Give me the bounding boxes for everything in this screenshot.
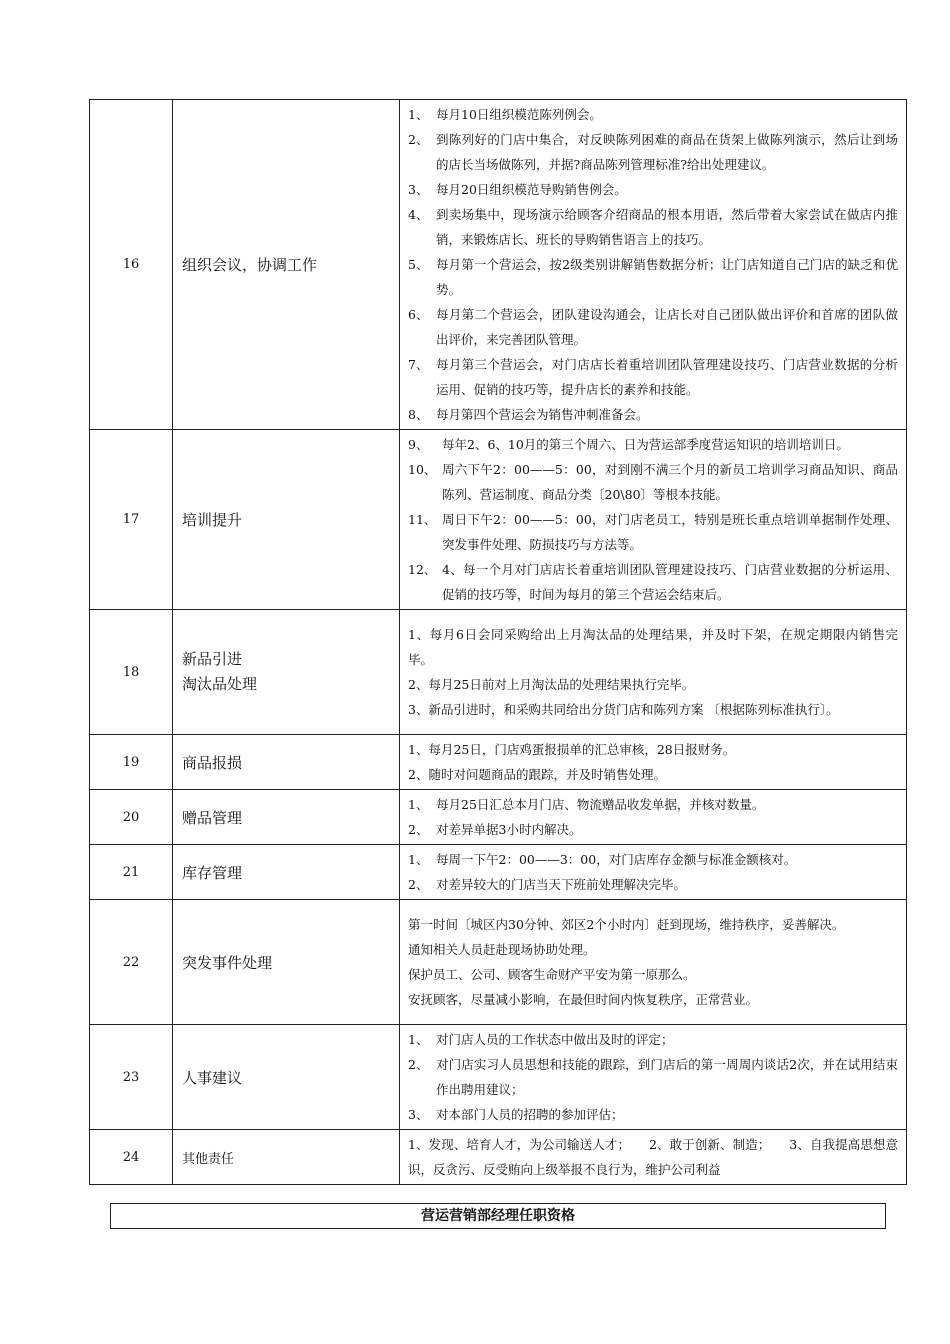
row-content [400,900,907,1025]
row-number: 22 [90,900,173,1025]
paragraph: 保护员工、公司、顾客生命财产平安为第一原那么。 [408,967,696,982]
list-item: 5、 每月第一个营运会，按2级类别讲解销售数据分析；让门店知道自己门店的缺乏和优势。 [408,257,898,297]
list-item: 3、 每月20日组织模范导购销售例会。 [408,182,627,197]
row-title: 赠品管理 [173,790,400,845]
row-content [400,790,907,845]
list-item: 9、 每年2、6、10月的第三个周六、日为营运部季度营运知识的培训培训日。 [408,437,849,452]
paragraph: 1、发现、培育人才，为公司输送人才； 2、敢于创新、制造； 3、自我提高思想意识，反贪污、反受贿向上级举报不良行为，维护公司利益 [408,1137,898,1177]
table-row [90,790,907,845]
duties-table [89,99,907,1185]
table-row [90,900,907,1025]
table-row [90,610,907,735]
row-content [400,1130,907,1185]
list-item: 8、 每月第四个营运会为销售冲刺准备会。 [408,407,649,422]
row-title: 组织会议，协调工作 [173,100,400,430]
row-number: 18 [90,610,173,735]
paragraph: 1、每月25日，门店鸡蛋报损单的汇总审核，28日报财务。 [408,742,736,757]
row-number: 20 [90,790,173,845]
list-item: 2、 对门店实习人员思想和技能的跟踪，到门店后的第一周周内谈话2次，并在试用结束作出聘用建议； [408,1057,898,1097]
row-number: 17 [90,430,173,610]
list-item: 3、 对本部门人员的招聘的参加评估； [408,1107,624,1122]
list-item: 2、 对差异较大的门店当天下班前处理解决完毕。 [408,877,687,892]
row-title: 人事建议 [173,1025,400,1130]
row-title: 培训提升 [173,430,400,610]
list-item: 4、 到卖场集中，现场演示给顾客介绍商品的根本用语，然后带着大家尝试在做店内推销，来锻炼店长、班长的导购销售语言上的技巧。 [408,207,898,247]
row-title: 商品报损 [173,735,400,790]
qualification-heading: 营运营销部经理任职资格 [110,1203,886,1229]
row-content [400,845,907,900]
paragraph: 2、每月25日前对上月淘汰品的处理结果执行完毕。 [408,677,695,692]
list-item: 12、 4、每一个月对门店店长着重培训团队管理建设技巧、门店营业数据的分析运用、促销的技巧等，时间为每月的第三个营运会结束后。 [408,562,898,602]
paragraph: 3、新品引进时，和采购共同给出分货门店和陈列方案 〔根据陈列标准执行〕。 [408,702,839,717]
table-row [90,1130,907,1185]
row-title: 库存管理 [173,845,400,900]
row-content [400,1025,907,1130]
list-item: 11、 周日下午2：00——5：00，对门店老员工，特别是班长重点培训单据制作处理、突发事件处理、防损技巧与方法等。 [408,512,898,552]
table-row [90,100,907,430]
paragraph: 通知相关人员赶赴现场协助处理。 [408,942,596,957]
list-item: 1、 每月25日汇总本月门店、物流赠品收发单据，并核对数量。 [408,797,765,812]
list-item: 2、 到陈列好的门店中集合，对反映陈列困难的商品在货架上做陈列演示，然后让到场的店长当场做陈列，并据?商品陈列管理标准?给出处理建议。 [408,132,898,172]
row-number: 21 [90,845,173,900]
table-row [90,735,907,790]
table-row [90,1025,907,1130]
row-number: 16 [90,100,173,430]
row-number: 19 [90,735,173,790]
list-item: 1、 每月10日组织模范陈列例会。 [408,107,602,122]
row-title: 其他责任 [173,1130,400,1185]
row-content [400,100,907,430]
table-row [90,430,907,610]
list-item: 1、 对门店人员的工作状态中做出及时的评定； [408,1032,674,1047]
list-item: 10、 周六下午2：00——5：00，对到刚不满三个月的新员工培训学习商品知识、商品陈列、营运制度、商品分类〔20\80〕等根本技能。 [408,462,898,502]
paragraph: 安抚顾客，尽量减小影响，在最但时间内恢复秩序，正常营业。 [408,992,759,1007]
row-content [400,610,907,735]
list-item: 7、 每月第三个营运会，对门店店长着重培训团队管理建设技巧、门店营业数据的分析运用、促销的技巧等，提升店长的素养和技能。 [408,357,898,397]
row-title: 新品引进 淘汰品处理 [173,610,400,735]
table-row [90,845,907,900]
list-item: 1、 每周一下午2：00——3：00，对门店库存金额与标准金额核对。 [408,852,797,867]
paragraph: 1、每月6日会同采购给出上月淘汰品的处理结果，并及时下架，在规定期限内销售完毕。 [408,627,898,667]
row-title: 突发事件处理 [173,900,400,1025]
row-number: 24 [90,1130,173,1185]
row-content [400,735,907,790]
list-item: 6、 每月第二个营运会，团队建设沟通会，让店长对自己团队做出评价和首席的团队做出评价，来完善团队管理。 [408,307,898,347]
list-item: 2、 对差异单据3小时内解决。 [408,822,582,837]
paragraph: 2、随时对问题商品的跟踪，并及时销售处理。 [408,767,666,782]
row-content [400,430,907,610]
paragraph: 第一时间〔城区内30分钟、郊区2个小时内〕赶到现场，维持秩序，妥善解决。 [408,917,845,932]
row-number: 23 [90,1025,173,1130]
